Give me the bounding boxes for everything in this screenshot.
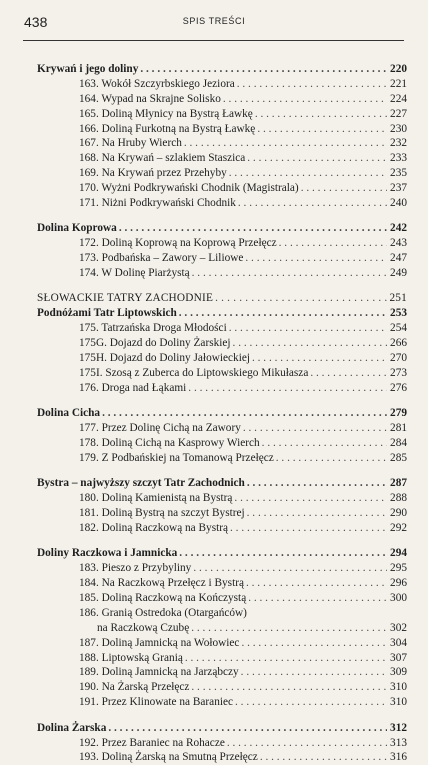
toc-entry-row [37, 421, 407, 436]
section-gap [37, 710, 407, 721]
toc-title: 184. Na Raczkową Przełęcz i Bystrą [79, 577, 244, 590]
page-number: 438 [24, 14, 48, 30]
toc-section-row [37, 721, 407, 736]
toc-page-number: 273 [390, 366, 407, 379]
toc-title: Dolina Koprowa [37, 222, 117, 235]
toc-entry-row [37, 695, 407, 710]
dot-leader [260, 436, 387, 451]
toc-page-number: 220 [390, 63, 407, 75]
dot-leader [299, 181, 387, 196]
toc-title: 189. Doliną Jamnicką na Jarząbczy [79, 666, 239, 679]
toc-page-number: 266 [390, 337, 407, 350]
dot-leader [191, 561, 387, 576]
toc-entry-row [37, 251, 407, 266]
dot-leader [138, 62, 387, 77]
toc-page-number: 294 [390, 547, 407, 560]
dot-leader [186, 381, 387, 396]
dot-leader [177, 546, 387, 561]
toc-page-number: 285 [390, 451, 407, 464]
dot-leader [245, 151, 387, 166]
dot-leader [258, 750, 387, 765]
toc-title: 171. Niżni Podkrywański Chodnik [79, 197, 236, 210]
toc-entry-row [37, 151, 407, 166]
toc-entry-row [37, 122, 407, 137]
toc-page-number: 251 [389, 292, 407, 305]
dot-leader [241, 421, 387, 436]
toc-entry-row [37, 351, 407, 366]
dot-leader [213, 291, 387, 306]
section-gap [37, 466, 407, 477]
toc-entry-row [37, 651, 407, 666]
toc-page-number: 247 [390, 252, 407, 265]
toc-title: 191. Przez Klinowate na Baraniec [79, 696, 234, 709]
dot-leader [239, 665, 387, 680]
dot-leader [183, 651, 387, 666]
toc-page-number: 284 [390, 436, 407, 449]
dot-leader [225, 736, 387, 751]
toc-title: 177. Przez Dolinę Cichą na Zawory [79, 422, 241, 435]
toc-page-number: 288 [390, 492, 407, 505]
toc-entry-row [37, 591, 407, 606]
toc-title: 168. Na Krywań – szlakiem Staszica [79, 152, 246, 165]
dot-leader [189, 621, 387, 636]
dot-leader [245, 476, 387, 491]
toc-entry-row [37, 166, 407, 181]
toc-entry-row [37, 636, 407, 651]
toc-title: 193. Doliną Żarską na Smutną Przełęcz [79, 751, 258, 764]
toc-entry-row [37, 366, 407, 381]
toc-title: 175G. Dojazd do Doliny Żarskiej [79, 337, 231, 350]
toc-page-number: 253 [390, 307, 407, 320]
dot-leader [274, 451, 387, 466]
toc-page-number: 233 [390, 152, 407, 165]
toc-page-number: 281 [390, 422, 407, 435]
dot-leader [308, 366, 387, 381]
toc-entry-row [37, 736, 407, 751]
toc-entry-row [37, 92, 407, 107]
toc-page-number: 309 [390, 666, 407, 679]
toc-section-row [37, 62, 407, 77]
toc-title: 185. Doliną Raczkową na Kończystą [79, 592, 247, 604]
toc-title: Krywań i jego doliny [37, 63, 139, 75]
toc-region-row [37, 291, 407, 306]
dot-leader [231, 336, 387, 351]
toc-page-number: 295 [390, 562, 407, 575]
toc-entry-row [37, 436, 407, 451]
toc-title: SŁOWACKIE TATRY ZACHODNIE [37, 292, 214, 305]
toc-title: 172. Doliną Koprową na Koprową Przełęcz [79, 237, 277, 250]
toc-page-number: 230 [390, 122, 407, 135]
toc-title: 178. Doliną Cichą na Kasprowy Wierch [79, 436, 260, 449]
toc-page-number: 310 [390, 696, 407, 709]
toc-title: Bystra – najwyższy szczyt Tatr Zachodnich [37, 477, 245, 490]
dot-leader [233, 695, 387, 710]
toc-entry-row [37, 521, 407, 536]
toc-page-number: 296 [390, 577, 407, 590]
toc-entry-row [37, 491, 407, 506]
dot-leader [177, 306, 387, 321]
toc-page-number: 300 [390, 592, 407, 604]
toc-title: 169. Na Krywań przez Przehyby [79, 167, 227, 180]
toc-title: 176. Droga nad Łąkami [79, 381, 187, 394]
toc-page-number: 276 [390, 381, 407, 394]
toc-entry-row [37, 621, 407, 636]
dot-leader [244, 576, 387, 591]
toc-title: Podnóżami Tatr Liptowskich [37, 307, 177, 320]
toc-page-number: 240 [390, 197, 407, 210]
dot-leader [235, 77, 387, 92]
toc-entry-row [37, 506, 407, 521]
toc-entry-row [37, 136, 407, 151]
toc-page-number: 237 [390, 182, 407, 195]
running-head: SPIS TREŚCI [182, 16, 246, 26]
toc-page-number: 279 [390, 407, 407, 420]
section-gap [37, 281, 407, 292]
dot-leader [239, 636, 387, 651]
toc-title: 186. Granią Ostredoka (Otargańców) [79, 606, 247, 619]
toc-title: Doliny Raczkowa i Jamnicka [37, 547, 178, 560]
toc-page-number: 292 [390, 521, 407, 534]
toc-title: 179. Z Podbańskiej na Tomanową Przełęcz [79, 451, 274, 464]
toc-title: 166. Doliną Furkotną na Bystrą Ławkę [79, 122, 256, 135]
toc-entry-row [37, 606, 407, 621]
dot-leader [255, 122, 387, 137]
toc-page-number: 287 [390, 477, 407, 490]
toc-title: 173. Podbańska – Zawory – Liliowe [79, 252, 244, 265]
toc-page-number: 232 [390, 137, 407, 150]
toc-title: 165. Doliną Młynicy na Bystrą Ławkę [79, 107, 253, 120]
dot-leader [189, 680, 387, 695]
toc-section-row [37, 476, 407, 491]
toc-title: 180. Doliną Kamienistą na Bystrą [79, 492, 233, 505]
toc-page-number: 249 [390, 267, 407, 280]
toc-entry-row [37, 196, 407, 211]
dot-leader [117, 221, 387, 236]
toc-page-number: 242 [390, 222, 407, 235]
toc-page-number: 304 [390, 636, 407, 649]
toc-title: na Raczkową Czubę [97, 621, 190, 634]
toc-entry-row [37, 336, 407, 351]
toc-title: 188. Liptowską Granią [79, 651, 183, 664]
dot-leader [227, 321, 387, 336]
dot-leader [106, 721, 387, 736]
toc-entry-row [37, 236, 407, 251]
dot-leader [243, 251, 387, 266]
toc-page-number: 302 [390, 621, 407, 634]
toc-title: 175H. Dojazd do Doliny Jałowieckiej [79, 352, 250, 365]
dot-leader [190, 266, 387, 281]
toc-entry-row [37, 750, 407, 765]
dot-leader [236, 196, 387, 211]
toc-entry-row [37, 680, 407, 695]
toc-page-number: 310 [390, 681, 407, 694]
toc-title: 175I. Szosą z Zuberca do Liptowskiego Mikułasza [79, 366, 309, 379]
toc-title: Dolina Żarska [37, 721, 107, 734]
toc-section-row [37, 546, 407, 561]
section-gap [37, 396, 407, 407]
dot-leader [100, 406, 387, 421]
toc-page-number: 313 [390, 736, 407, 749]
dot-leader [245, 506, 387, 521]
dot-leader [277, 236, 387, 251]
dot-leader [250, 351, 387, 366]
dot-leader [227, 166, 387, 181]
toc-title: 182. Doliną Raczkową na Bystrą [79, 521, 229, 534]
toc-page-number: 270 [390, 352, 407, 365]
toc-title: 174. W Dolinę Piarżystą [79, 267, 190, 280]
section-gap [37, 211, 407, 222]
toc-entry-row [37, 77, 407, 92]
dot-leader [221, 92, 387, 107]
page-header [24, 14, 404, 34]
toc-title: 170. Wyżni Podkrywański Chodnik (Magistrala) [79, 182, 299, 195]
toc-title: 163. Wokół Szczyrbskiego Jeziora [79, 77, 235, 90]
toc-title: 175. Tatrzańska Droga Młodości [79, 322, 227, 335]
toc-entry-row [37, 451, 407, 466]
toc-entry-row [37, 665, 407, 680]
toc-page-number: 243 [390, 237, 407, 250]
toc-entry-row [37, 576, 407, 591]
toc-title: 181. Doliną Bystrą na szczyt Bystrej [79, 507, 245, 520]
toc-title: 164. Wypad na Skrajne Solisko [79, 92, 221, 105]
toc-page-number: 227 [390, 107, 407, 120]
toc-page-number: 221 [390, 77, 407, 90]
dot-leader [182, 136, 387, 151]
toc-title: 167. Na Hruby Wierch [79, 137, 182, 150]
toc-title: 187. Doliną Jamnicką na Wołowiec [79, 636, 240, 649]
toc-entry-row [37, 321, 407, 336]
toc-page-number: 290 [390, 507, 407, 520]
toc-title: 190. Na Żarską Przełęcz [79, 681, 190, 694]
toc-page-number: 307 [390, 651, 407, 664]
dot-leader [228, 521, 387, 536]
dot-leader [246, 591, 387, 606]
toc-page-number: 235 [390, 167, 407, 180]
toc-title: Dolina Cicha [37, 407, 101, 420]
table-of-contents [37, 62, 407, 765]
toc-entry-row [37, 561, 407, 576]
toc-page-number: 254 [390, 322, 407, 335]
toc-page-number: 224 [390, 92, 407, 105]
toc-page-number: 312 [390, 721, 407, 734]
toc-title: 183. Pieszo z Przybyliny [79, 562, 192, 575]
toc-section-row [37, 406, 407, 421]
toc-entry-row [37, 266, 407, 281]
dot-leader [232, 491, 387, 506]
toc-entry-row [37, 181, 407, 196]
toc-entry-row [37, 381, 407, 396]
toc-page-number: 316 [390, 751, 407, 764]
toc-section-row [37, 306, 407, 321]
section-gap [37, 536, 407, 547]
toc-title: 192. Przez Baraniec na Rohacze [79, 736, 225, 749]
toc-entry-row [37, 107, 407, 122]
toc-section-row [37, 221, 407, 236]
dot-leader [253, 107, 387, 122]
header-rule [23, 40, 404, 41]
